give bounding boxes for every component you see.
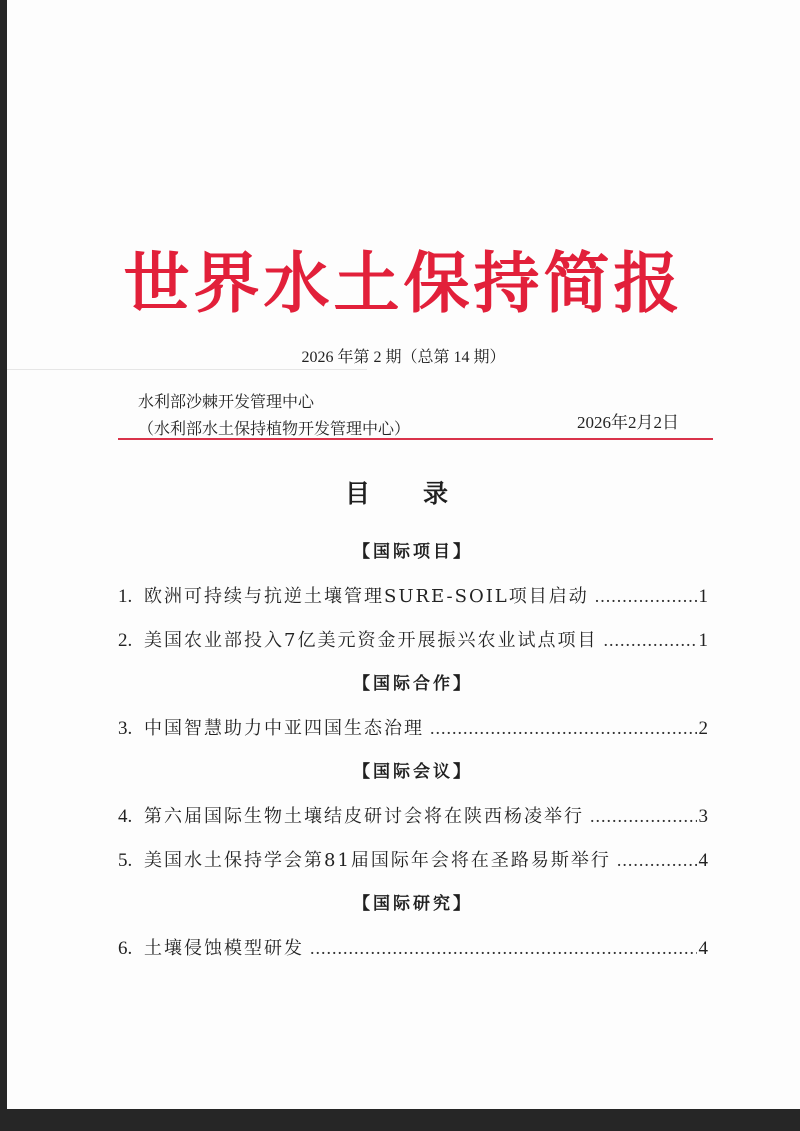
toc-leader-dots (595, 574, 697, 618)
toc-entry-number: 3. (118, 718, 133, 739)
scan-artifact-line (7, 369, 367, 370)
toc-leader-dots (617, 838, 697, 882)
toc-title: 目 录 (344, 479, 462, 508)
toc-entry-title: 欧洲可持续与抗逆土壤管理SURE-SOIL项目启动 (144, 586, 589, 607)
toc-section-heading: 【国际项目】 (353, 542, 473, 562)
toc-entry-page: 1 (698, 630, 708, 651)
toc-entry[interactable] (118, 926, 708, 970)
toc-entry-page: 4 (698, 938, 708, 959)
toc-leader-dots (430, 706, 697, 750)
toc-entry-page: 4 (698, 850, 708, 871)
toc-entry-title: 中国智慧助力中亚四国生态治理 (144, 718, 424, 739)
toc-entry-number: 5. (118, 850, 133, 871)
masthead-title: 世界水土保持简报 (123, 244, 684, 322)
publisher-name: 水利部沙棘开发管理中心 (138, 392, 315, 411)
toc-entry-number: 6. (118, 938, 133, 959)
table-of-contents (118, 530, 708, 970)
toc-section-heading: 【国际会议】 (353, 762, 473, 782)
document-page (7, 0, 800, 1109)
toc-leader-dots (310, 926, 697, 970)
toc-entry-title: 土壤侵蚀模型研发 (144, 938, 304, 959)
toc-entry-number: 4. (118, 806, 133, 827)
toc-entry-title: 美国农业部投入7亿美元资金开展振兴农业试点项目 (144, 630, 598, 651)
toc-entry[interactable] (118, 838, 708, 882)
toc-leader-dots (590, 794, 697, 838)
toc-entry-number: 1. (118, 586, 133, 607)
toc-entry[interactable] (118, 618, 708, 662)
toc-entry-page: 2 (698, 718, 708, 739)
toc-entry-page: 3 (698, 806, 708, 827)
toc-entry-number: 2. (118, 630, 133, 651)
toc-section-heading: 【国际合作】 (353, 674, 473, 694)
toc-leader-dots (603, 618, 696, 662)
toc-entry-page: 1 (698, 586, 708, 607)
toc-entry[interactable] (118, 574, 708, 618)
red-divider (118, 438, 713, 440)
toc-entry[interactable] (118, 794, 708, 838)
issue-number: 2026 年第 2 期（总第 14 期） (301, 349, 506, 366)
publisher-alt-name: （水利部水土保持植物开发管理中心） (138, 419, 411, 438)
publisher-organization (138, 388, 410, 442)
publication-date: 2026年2月2日 (577, 413, 679, 432)
toc-entry-title: 美国水土保持学会第81届国际年会将在圣路易斯举行 (144, 850, 611, 871)
toc-section-heading: 【国际研究】 (353, 894, 473, 914)
toc-entry-title: 第六届国际生物土壤结皮研讨会将在陕西杨凌举行 (144, 806, 584, 827)
toc-entry[interactable] (118, 706, 708, 750)
